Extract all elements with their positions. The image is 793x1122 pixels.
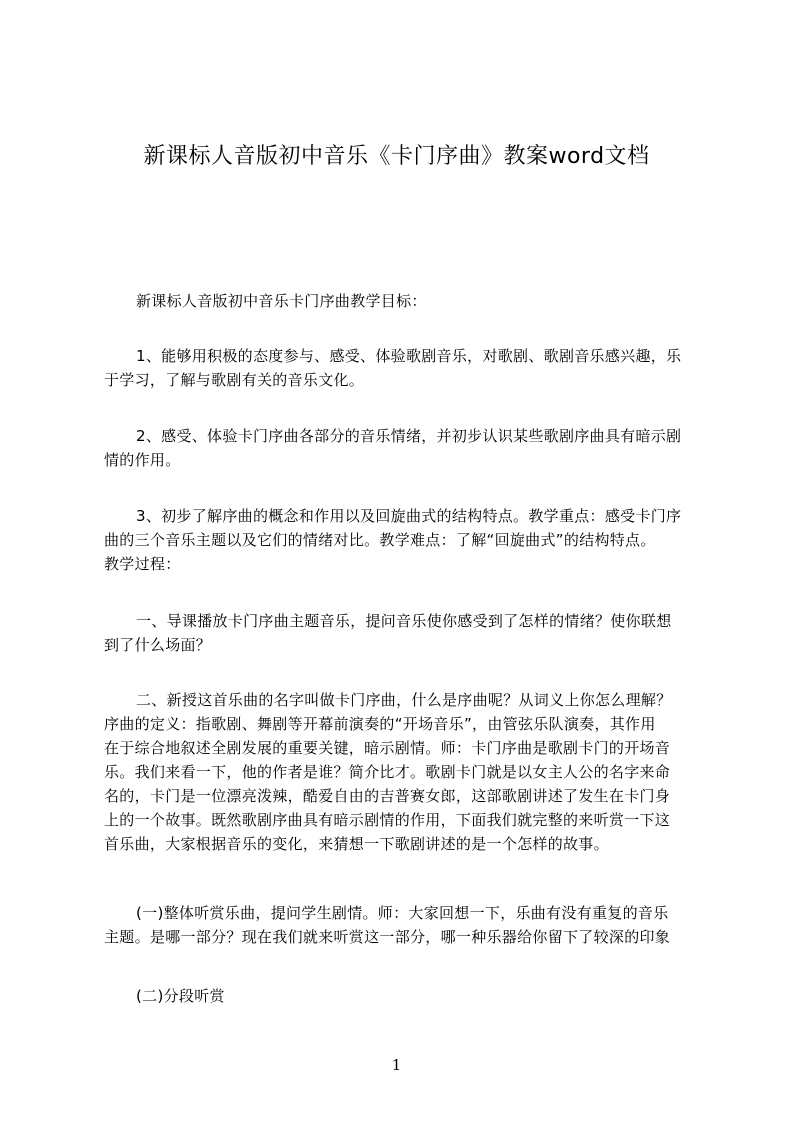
text-line: 于学习，了解与歌剧有关的音乐文化。 [104,371,365,389]
text-line: 2、感受、体验卡门序曲各部分的音乐情绪，并初步认识某些歌剧序曲具有暗示剧 [136,427,682,445]
text-line: 新课标人音版初中音乐卡门序曲教学目标： [136,292,427,310]
text-line: 主题。是哪一部分？现在我们就来听赏这一部分，哪一种乐器给你留下了较深的印象 [104,928,671,946]
paragraph-step-2 [104,688,716,856]
text-line: 情的作用。 [104,451,181,469]
text-line: 序曲的定义：指歌剧、舞剧等开幕前演奏的“开场音乐”，由管弦乐队演奏，其作用 [104,715,656,733]
text-line: 二、新授这首乐曲的名字叫做卡门序曲，什么是序曲呢？从词义上你怎么理解？ [136,691,672,709]
text-line: 1、能够用积极的态度参与、感受、体验歌剧音乐，对歌剧、歌剧音乐感兴趣，乐 [136,347,682,365]
paragraph-goal-1 [104,344,716,392]
paragraph-goal-intro [104,289,716,313]
text-line: 名的，卡门是一位漂亮泼辣，酷爱自由的吉普赛女郎，这部歌剧讲述了发生在卡门身 [104,787,671,805]
text-line: 在于综合地叙述全剧发展的重要关键，暗示剧情。师：卡门序曲是歌剧卡门的开场音 [104,739,671,757]
paragraph-goal-2 [104,424,716,472]
document-title: 新课标人音版初中音乐《卡门序曲》教案word文档 [143,144,650,169]
text-line: 教学过程： [104,555,181,573]
text-line: 首乐曲，大家根据音乐的变化，来猜想一下歌剧讲述的是一个怎样的故事。 [104,835,609,853]
text-line: (一)整体听赏乐曲，提问学生剧情。师：大家回想一下，乐曲有没有重复的音乐 [136,904,669,922]
text-line: 3、初步了解序曲的概念和作用以及回旋曲式的结构特点。教学重点：感受卡门序 [136,507,682,525]
text-line: 上的一个故事。既然歌剧序曲具有暗示剧情的作用，下面我们就完整的来听赏一下这 [104,811,671,829]
paragraph-step-2-2 [104,984,716,1008]
paragraph-goal-3 [104,504,716,576]
page-number: 1 [391,1056,402,1074]
text-line: 乐。我们来看一下，他的作者是谁？简介比才。歌剧卡门就是以女主人公的名字来命 [104,763,671,781]
text-line: (二)分段听赏 [136,987,225,1005]
paragraph-step-1 [104,609,716,657]
paragraph-step-2-1 [104,901,716,949]
text-line: 一、导课播放卡门序曲主题音乐，提问音乐使你感受到了怎样的情绪？使你联想 [136,612,672,630]
text-line: 曲的三个音乐主题以及它们的情绪对比。教学难点：了解“回旋曲式”的结构特点。 [104,531,656,549]
text-line: 到了什么场面？ [104,636,212,654]
